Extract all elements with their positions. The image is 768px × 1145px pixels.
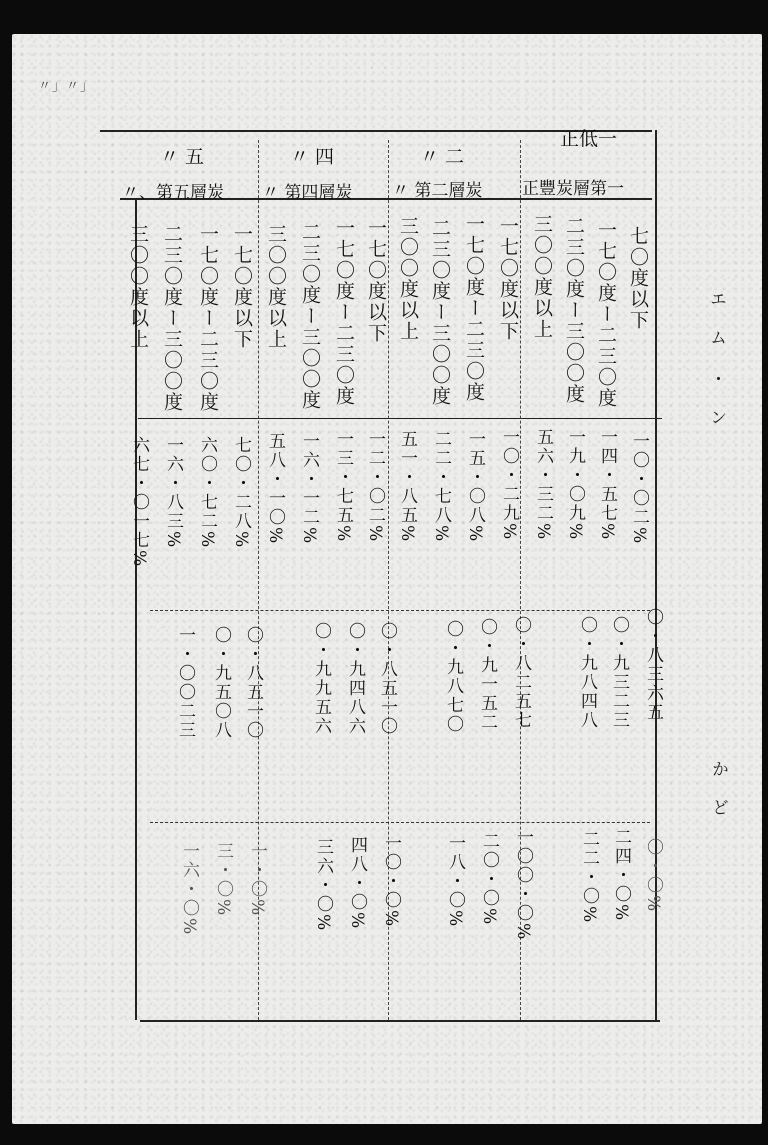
condition-cell: 一七〇度以下 [497,216,519,342]
condition-cell: 一七〇度ー二三〇度 [463,214,485,403]
value-cell: 二四・〇% [611,828,631,923]
condition-cell: 二三〇度ー三〇〇度 [563,216,585,405]
condition-cell: 三〇〇度以上 [265,224,287,350]
conditions-rule [138,418,662,419]
percentage-cell: 一六・一二% [299,432,319,546]
seam-header-1: 正豐炭層第一 [522,179,624,199]
percentage-cell: 二二・七八% [431,430,451,544]
percentage-cell: 五六・三二% [533,428,553,542]
table-bottom-rule [140,1020,660,1022]
group-header-1: 正低一 [560,128,618,150]
condition-cell: 二三〇度ー三〇〇度 [161,224,183,413]
seam-header-5: 〃、第五層炭 [122,183,224,203]
value-cell: 二二・〇% [579,830,599,925]
condition-cell: 七〇度以下 [627,226,649,331]
percentage-cell: 一五・〇八% [465,430,485,544]
ratio-cell: 〇・八三六五 [643,608,663,722]
value-cell: 一八・〇% [445,834,465,929]
percentage-cell: 一二・〇二% [365,430,385,544]
condition-cell: 二三〇度ー三〇〇度 [299,222,321,411]
percentage-cell: 六七・〇一七% [129,436,149,569]
percentage-cell: 七〇・二八% [231,436,251,550]
percentage-cell: 一四・五七% [597,428,617,542]
ratio-cell: 〇・八二五七 [511,616,531,730]
ratio-cell: 一・〇〇二三 [175,626,195,740]
condition-cell: 一七〇度以下 [365,218,387,344]
ratio-cell: 〇・九一五二 [477,618,497,732]
margin-note: エ ム [706,290,726,354]
seam-header-2: 〃 第二層炭 [392,181,483,201]
value-cell: 四八・〇% [347,836,367,931]
percentage-cell: 一六・八三% [163,436,183,550]
margin-note: ・ ン [706,370,726,434]
ratio-cell: 〇・九三二三 [609,616,629,730]
condition-cell: 二三〇度ー三〇〇度 [429,218,451,407]
margin-scrawl: 〃」〃」 [38,79,95,94]
ratio-cell: 〇・九五〇八 [211,626,231,740]
percentage-cell: 一九・〇九% [565,428,585,542]
value-cell: 一・〇% [247,842,267,918]
group-header-5: 〃 五 [160,146,205,168]
condition-cell: 一七〇度以下 [231,224,253,350]
group-header-4: 〃 四 [290,146,335,168]
ratio-cell: 〇・九九五六 [311,622,331,736]
percentage-cell: 一〇・二九% [499,428,519,542]
value-cell: 一六・〇% [179,842,199,937]
condition-cell: 一七〇度ー二三〇度 [595,220,617,409]
margin-note: か ど [708,760,728,824]
value-cell: 三・〇% [213,842,233,918]
condition-cell: 一七〇度ー二三〇度 [197,224,219,413]
percentage-cell: 一三・七五% [333,430,353,544]
percentage-cell: 五八・一〇% [265,432,285,546]
ratio-cell: 〇・八五一〇 [243,626,263,740]
ratio-cell: 〇・九八四八 [577,616,597,730]
percentage-cell: 五一・八五% [397,430,417,544]
value-cell: 一〇〇・〇% [513,828,533,942]
condition-cell: 三〇〇度以上 [531,214,553,340]
value-cell: 三六・〇% [313,838,333,933]
condition-cell: 一七〇度ー二三〇度 [333,218,355,407]
value-cell: 一〇・〇% [381,834,401,929]
value-cell: 〇・〇% [643,838,663,914]
condition-cell: 三〇〇度以上 [127,224,149,350]
row-separator-2 [150,822,650,823]
ratio-cell: 〇・九四八六 [345,622,365,736]
value-cell: 二〇・〇% [479,832,499,927]
percentage-cell: 六〇・七二% [197,436,217,550]
seam-header-4: 〃 第四層炭 [262,183,353,203]
ratio-cell: 〇・八五一〇 [377,622,397,736]
percentage-cell: 一〇・〇二% [629,432,649,546]
ratio-cell: 〇・九八七〇 [443,620,463,734]
row-separator-1 [150,610,650,611]
condition-cell: 三〇〇度以上 [397,216,419,342]
group-header-2: 〃 二 [420,146,465,168]
